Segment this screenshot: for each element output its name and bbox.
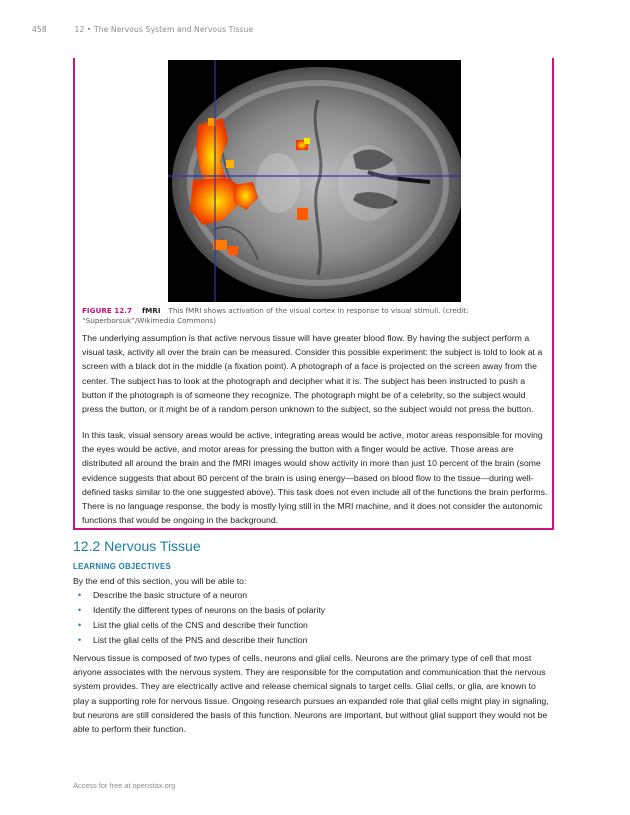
chapter-title: 12 • The Nervous System and Nervous Tissue	[74, 25, 254, 34]
figure-caption-text: This fMRI shows activation of the visual cortex in response to visual stimuli. (credit: “Superborsuk”/Wikimedia Commons)	[82, 306, 469, 326]
fmri-brain-scan	[168, 60, 461, 302]
fmri-image	[168, 60, 461, 302]
bullet-icon: •	[78, 620, 82, 630]
figure-label: FIGURE 12.7	[82, 306, 133, 315]
running-head	[32, 25, 253, 34]
bullet-icon: •	[78, 635, 82, 645]
section-body-paragraph: Nervous tissue is composed of two types of cells, neurons and glial cells. Neurons are the primary type of cell that most anyone associates with the nervous system. They are responsible for the computation and communication that the nervous system provides. They are electrically active and release chemical signals to target cells. Glial cells, or glia, are known to play a supporting role for nervous tissue. Ongoing research pursues an expanded role that glial cells might play in signaling, but neurons are still considered the basis of this function. Neurons are important, but without glial support they would not be able to perform their function.	[73, 653, 549, 735]
learning-objectives-intro: By the end of this section, you will be able to:	[73, 576, 247, 586]
learning-objectives-list	[78, 588, 325, 648]
learning-objectives-heading: LEARNING OBJECTIVES	[73, 562, 171, 571]
list-item: • List the glial cells of the PNS and describe their function	[78, 633, 325, 648]
bullet-icon: •	[78, 590, 82, 600]
list-item: • Describe the basic structure of a neuron	[78, 588, 325, 603]
footer-link[interactable]: Access for free at openstax.org	[73, 781, 176, 790]
section-heading: 12.2 Nervous Tissue	[73, 538, 201, 554]
figure-caption	[82, 306, 552, 326]
page-number: 458	[32, 25, 47, 34]
list-item: • List the glial cells of the CNS and describe their function	[78, 618, 325, 633]
list-item: • Identify the different types of neurons on the basis of polarity	[78, 603, 325, 618]
feature-paragraph-1: The underlying assumption is that active nervous tissue will have greater blood flow. By having the subject perform a visual task, activity all over the brain can be measured. Consider this possible experiment: the subject is told to look at a screen with a black dot in the middle (a fixation point). A photograph of a face is projected on the screen away from the center. The subject has to look at the photograph and decipher what it is. The subject has been instructed to push a button if the photograph is of someone they recognize. The photograph might be of a celebrity, so the subject would press the button, or it might be of a random person unknown to the subject, so the subject would not press the button.	[82, 333, 543, 415]
bullet-icon: •	[78, 605, 82, 615]
feature-paragraph-2: In this task, visual sensory areas would be active, integrating areas would be active, motor areas responsible for moving the eyes would be active, and motor areas for pressing the button with a finger would be active. Those areas are distributed all around the brain and the fMRI images would show activity in more than just 10 percent of the brain (some evidence suggests that about 80 percent of the brain is using energy—based on blood flow to the tissue—during well-defined tasks similar to the one suggested above). This task does not even include all of the functions the brain performs. There is no language response, the body is mostly lying still in the MRI machine, and it does not consider the autonomic functions that would be ongoing in the background.	[82, 430, 548, 526]
figure-title: fMRI	[142, 306, 161, 315]
